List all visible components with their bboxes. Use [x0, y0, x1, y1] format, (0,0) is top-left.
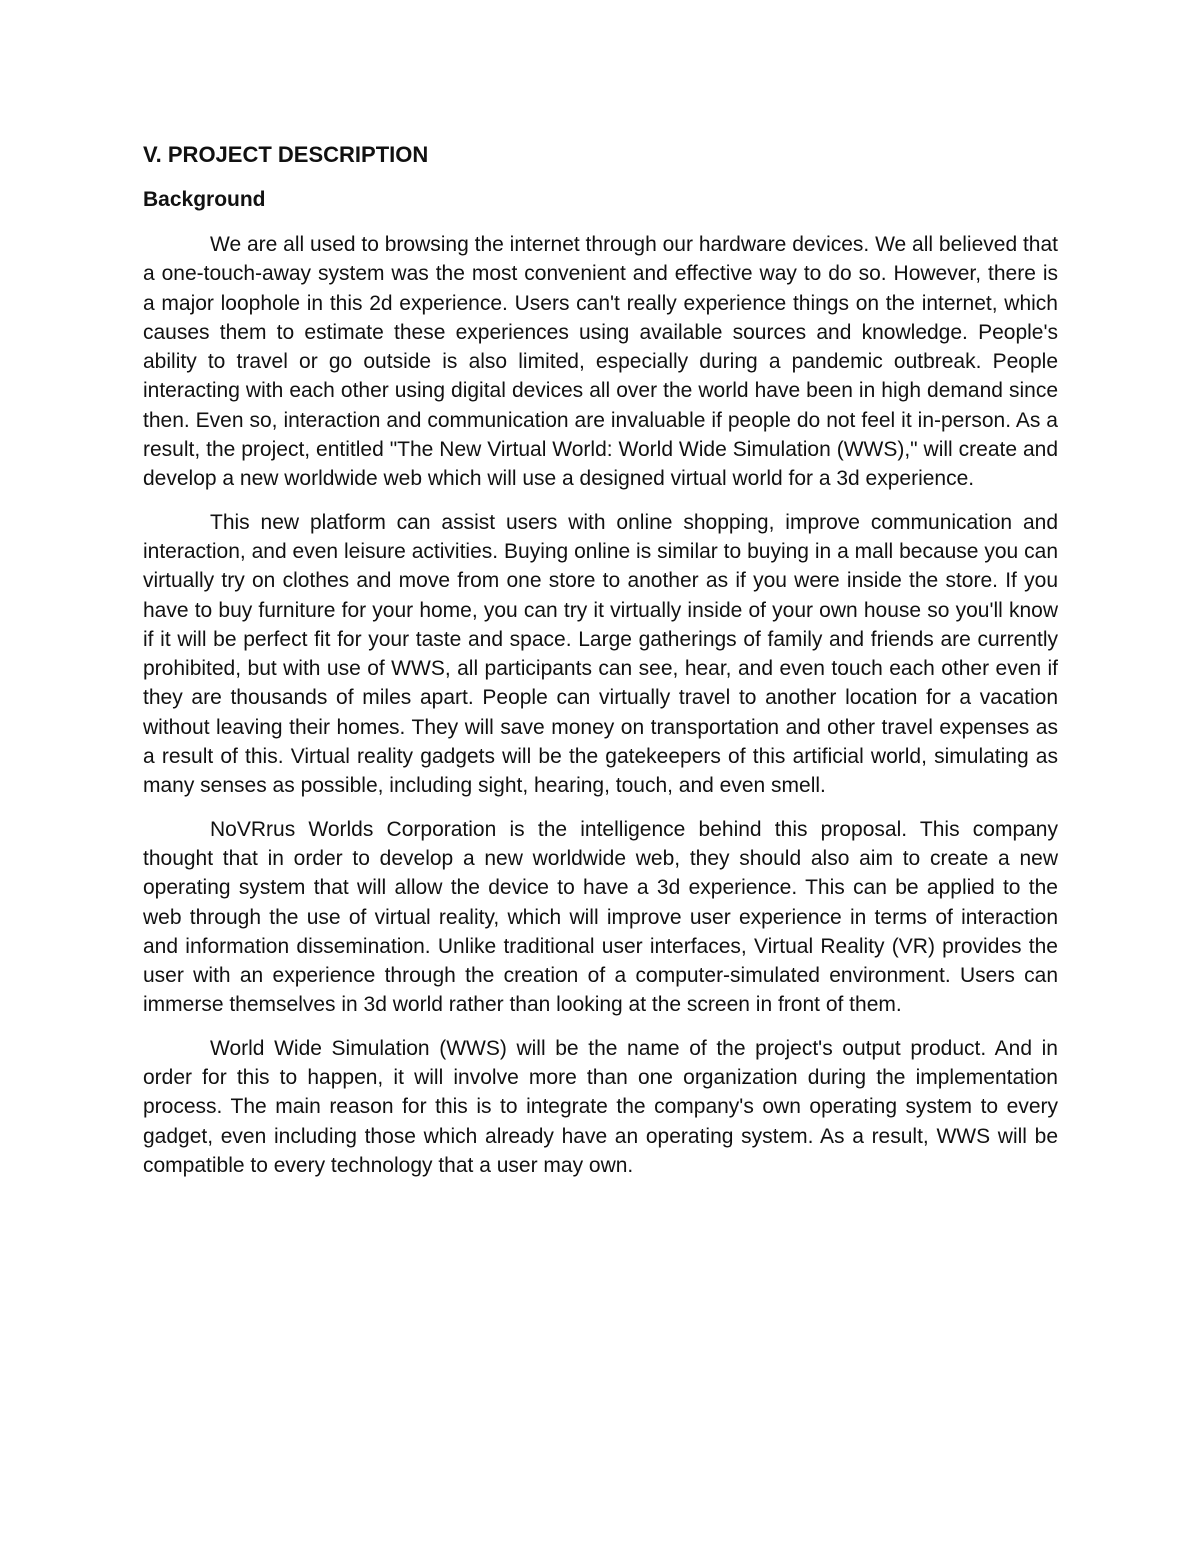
paragraph-1: We are all used to browsing the internet through our hardware devices. We all believed that a one-touch-away system was the most convenient and effective way to do so. However, there is a major loophole in this 2d experience. Users can't really experience things on the internet, which causes them to estimate these experiences using available sources and knowledge. People's ability to travel or go outside is also limited, especially during a pandemic outbreak. People interacting with each other using digital devices all over the world have been in high demand since then. Even so, interaction and communication are invaluable if people do not feel it in-person. As a result, the project, entitled "The New Virtual World: World Wide Simulation (WWS)," will create and develop a new worldwide web which will use a designed virtual world for a 3d experience.: [143, 233, 1058, 491]
paragraph-3: NoVRrus Worlds Corporation is the intelligence behind this proposal. This company thought that in order to develop a new worldwide web, they should also aim to create a new operating system that will allow the device to have a 3d experience. This can be applied to the web through the use of virtual reality, which will improve user experience in terms of interaction and information dissemination. Unlike traditional user interfaces, Virtual Reality (VR) provides the user with an experience through the creation of a computer-simulated environment. Users can immerse themselves in 3d world rather than looking at the screen in front of them.: [143, 817, 1058, 1017]
paragraph-4: World Wide Simulation (WWS) will be the name of the project's output product. And in order for this to happen, it will involve more than one organization during the implementation process. The main reason for this is to integrate the company's own operating system to every gadget, even including those which already have an operating system. As a result, WWS will be compatible to every technology that a user may own.: [143, 1036, 1058, 1177]
subheading-background: Background: [143, 188, 266, 211]
document-body: [143, 140, 1058, 1194]
paragraph-2: This new platform can assist users with online shopping, improve communication and interaction, and even leisure activities. Buying online is similar to buying in a mall because you can virtually try on clothes and move from one store to another as if you were inside the store. If you have to buy furniture for your home, you can try it virtually inside of your own house so you'll know if it will be perfect fit for your taste and space. Large gatherings of family and friends are currently prohibited, but with use of WWS, all participants can see, hear, and even touch each other even if they are thousands of miles apart. People can virtually travel to another location for a vacation without leaving their homes. They will save money on transportation and other travel expenses as a result of this. Virtual reality gadgets will be the gatekeepers of this artificial world, simulating as many senses as possible, including sight, hearing, touch, and even smell.: [143, 510, 1058, 798]
section-heading: V. PROJECT DESCRIPTION: [143, 142, 429, 167]
